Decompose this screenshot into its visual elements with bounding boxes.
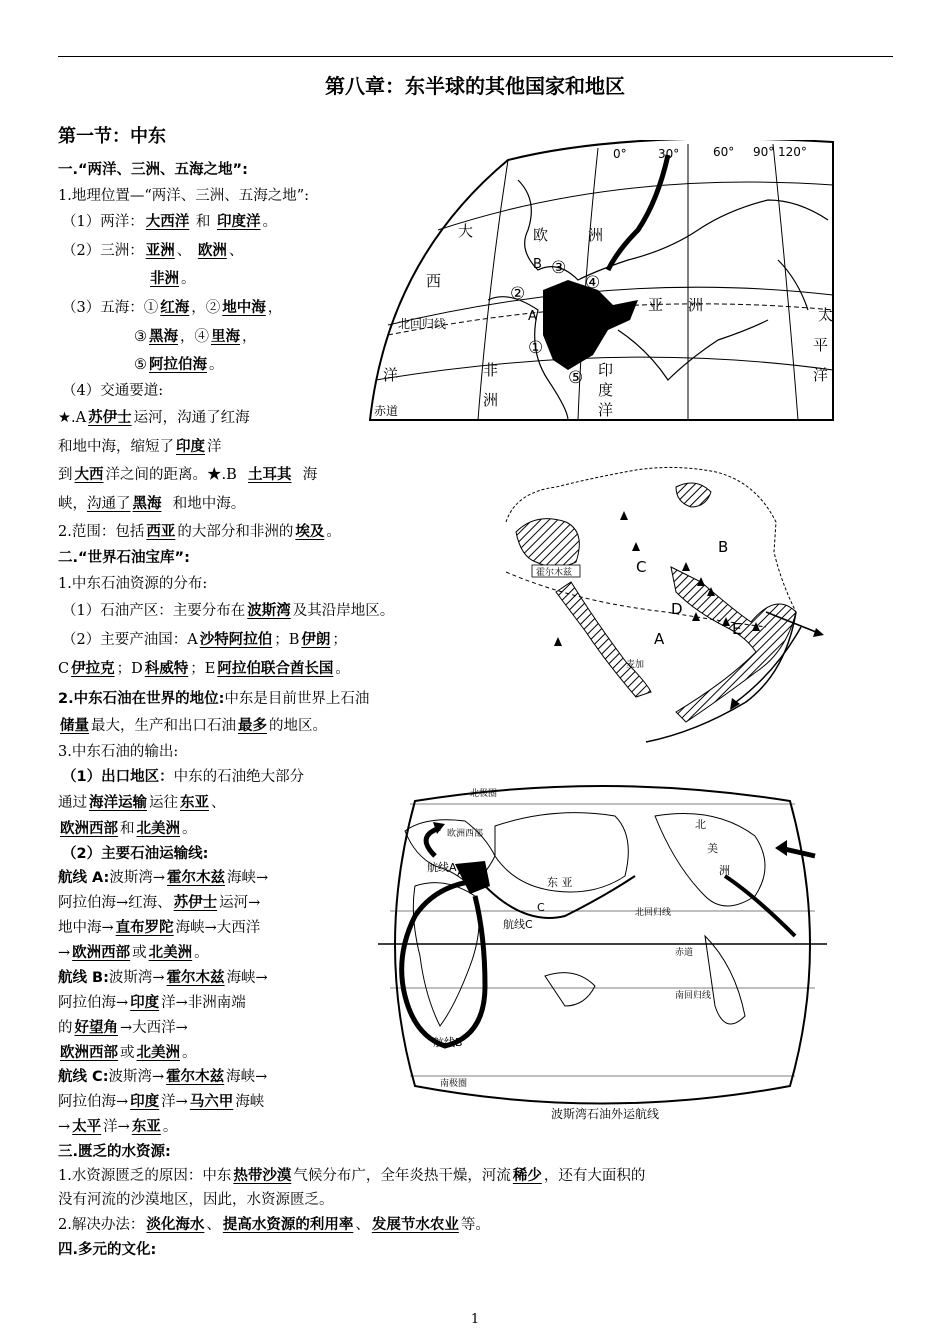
answer: 土耳其: [247, 467, 292, 483]
atlantic-label: 西: [426, 272, 442, 290]
answer: 印度: [130, 1094, 160, 1110]
para-oil-distribution: 1.中东石油资源的分布:: [58, 576, 208, 592]
answer: 北美洲: [148, 945, 193, 961]
traffic-line-3: 到 大西 洋之间的距离。★.B 土耳其 海: [58, 467, 318, 483]
line-export-3: 欧洲西部 和 北美洲 。: [60, 821, 197, 837]
heading-4: 四.多元的文化:: [58, 1242, 157, 1258]
answer: 欧洲西部: [60, 821, 118, 837]
atlantic-label: 大: [458, 222, 474, 240]
answer: 大西洋: [145, 214, 190, 230]
answer: 欧洲: [197, 243, 227, 259]
heading-2: 二.“世界石油宝库”:: [58, 550, 190, 566]
answer: 霍尔木兹: [166, 970, 225, 986]
line-seas-2: ③ 黑海 ，④ 里海 ，: [134, 329, 257, 345]
answer: 沙特阿拉伯: [199, 632, 273, 648]
longitude-label: 120°: [778, 145, 807, 159]
answer: 热带沙漠: [233, 1168, 292, 1184]
asia-label: 洲: [688, 296, 704, 314]
header-rule: [58, 56, 893, 57]
tropic-label: 北回归线: [398, 317, 447, 331]
answer: 淡化海水: [146, 1217, 205, 1233]
answer: 埃及: [295, 524, 325, 540]
tropic-n-label: 北回归线: [635, 908, 672, 918]
traffic-line-1: ★.A 苏伊士 运河，沟通了红海: [58, 410, 250, 426]
answer: 欧洲西部: [72, 945, 131, 961]
line-seas: （3）五海：① 红海 ，② 地中海 ，: [62, 300, 283, 316]
route-c-2: 阿拉伯海→ 印度 洋→ 马六甲 海峡: [58, 1094, 265, 1110]
line-oceans: （1）两洋： 大西洋 和 印度洋 。: [62, 214, 277, 230]
route-b-4: 欧洲西部 或 北美洲 。: [60, 1045, 197, 1061]
longitude-label: 90°: [753, 145, 775, 159]
line-water-1: 1.水资源匮乏的原因：中东 热带沙漠 气候分布广，全年炎热干燥，河流 稀少 ，还有大面积的: [58, 1168, 646, 1184]
route-letter: A: [457, 866, 465, 879]
answer: 波斯湾: [247, 603, 291, 619]
section-title: 第一节：中东: [58, 126, 166, 147]
north-america-label: 北: [695, 818, 706, 831]
atlantic-label: 洋: [383, 366, 399, 384]
sea-marker: ②: [510, 284, 526, 304]
longitude-label: 0°: [613, 147, 627, 161]
north-america-label: 美: [707, 842, 718, 855]
africa-label: 非: [483, 361, 499, 379]
line-status: 2.中东石油在世界的地位:中东是目前世界上石油: [58, 691, 370, 707]
answer: 印度: [130, 995, 160, 1011]
asia-label: 亚: [648, 296, 664, 314]
point-b-label: B: [533, 257, 542, 272]
answer: 发展节水农业: [371, 1217, 459, 1233]
answer: 东亚: [180, 795, 209, 811]
routes-map: [375, 776, 830, 1126]
answer: 海洋运输: [89, 795, 147, 811]
line-continents: （2）三洲： 亚洲 、 欧洲 、: [62, 243, 244, 259]
country-letter: B: [718, 538, 729, 556]
mecca-label: 麦加: [626, 660, 645, 670]
answer: 欧洲西部: [60, 1045, 118, 1061]
answer: 亚洲: [145, 243, 175, 259]
answer: 科威特: [144, 661, 189, 677]
answer: 东亚: [131, 1119, 161, 1135]
answer: 储量: [60, 718, 89, 734]
traffic-line-4: 峡，沟通了 黑海 和地中海。: [58, 496, 246, 512]
route-label: 航线C: [503, 918, 533, 931]
route-letter: C: [537, 901, 545, 914]
point-a-label: A: [528, 309, 537, 324]
indian-label: 洋: [598, 401, 614, 419]
answer: 北美洲: [136, 1045, 180, 1061]
answer: 马六甲: [189, 1094, 234, 1110]
route-label: 航线A: [427, 861, 457, 874]
answer: 伊拉克: [71, 661, 115, 677]
sea-marker: ①: [528, 338, 544, 358]
africa-label: 洲: [483, 391, 499, 409]
traffic-line-2: 和地中海，缩短了 印度 洋: [58, 439, 222, 455]
answer: 红海: [160, 300, 190, 316]
equator-label: 赤道: [374, 404, 399, 418]
longitude-label: 60°: [713, 145, 735, 159]
line-water-1b: 没有河流的沙漠地区，因此，水资源匮乏。: [58, 1192, 334, 1208]
pacific-label: 洋: [813, 366, 829, 384]
line-water-2: 2.解决办法： 淡化海水 、 提高水资源的利用率 、 发展节水农业 等。: [58, 1217, 490, 1233]
europe-label: 洲: [588, 226, 604, 244]
answer: 阿拉伯海: [149, 357, 207, 373]
europe-label: 欧洲西部: [447, 829, 484, 839]
para-location: 1.地理位置—“两洋、三洲、五海之地”:: [58, 188, 310, 204]
answer: 稀少: [512, 1168, 542, 1184]
answer: 非洲: [150, 271, 179, 287]
europe-label: 欧: [533, 226, 549, 244]
country-letter: C: [636, 558, 647, 576]
answer: 黑海: [132, 496, 162, 512]
oil-map: [496, 462, 826, 747]
answer: 好望角: [74, 1020, 118, 1036]
country-letter: E: [732, 620, 742, 638]
answer: 黑海: [149, 329, 178, 345]
answer: 霍尔木兹: [166, 1069, 225, 1085]
route-a-2: 阿拉伯海→红海、 苏伊士 运河→: [58, 895, 261, 911]
answer: 太平: [72, 1119, 102, 1135]
answer: 直布罗陀: [115, 920, 174, 936]
line-status-2: 储量 最大，生产和出口石油 最多 的地区。: [60, 718, 327, 734]
indian-label: 印: [598, 361, 614, 379]
line-oil-area: （1）石油产区：主要分布在 波斯湾 及其沿岸地区。: [62, 603, 395, 619]
pacific-label: 太: [818, 306, 834, 324]
answer: 伊朗: [301, 632, 331, 648]
line-scope: 2.范围：包括 西亚 的大部分和非洲的 埃及 。: [58, 524, 341, 540]
answer: 苏伊士: [173, 895, 218, 911]
answer: 阿拉伯联合酋长国: [217, 661, 334, 677]
answer: 霍尔木兹: [167, 870, 225, 886]
route-b-1: 航线 B:波斯湾→ 霍尔木兹 海峡→: [58, 970, 268, 986]
east-asia-label: 东 亚: [547, 876, 573, 889]
line-countries: （2）主要产油国：A 沙特阿拉伯 ；B 伊朗 ；: [62, 632, 347, 648]
country-letter: A: [654, 630, 665, 648]
heading-3: 三.匮乏的水资源:: [58, 1144, 171, 1160]
page-number: 1: [470, 1312, 480, 1327]
sea-marker: ③: [551, 258, 567, 278]
sea-marker: ④: [585, 273, 601, 293]
routes-map-caption: 波斯湾石油外运航线: [550, 1107, 660, 1121]
route-a-4: → 欧洲西部 或 北美洲 。: [58, 945, 209, 961]
line-countries-2: C 伊拉克 ；D 科威特 ；E 阿拉伯联合酋长国 。: [58, 661, 350, 677]
route-a-1: 航线 A:波斯湾→ 霍尔木兹 海峡→: [58, 870, 269, 886]
north-america-label: 洲: [719, 864, 730, 877]
equator-label: 赤道: [675, 948, 694, 958]
answer: 提高水资源的利用率: [222, 1217, 354, 1233]
answer: 大西: [74, 467, 104, 483]
routes-label: （2）主要石油运输线:: [62, 846, 209, 862]
route-b-2: 阿拉伯海→ 印度 洋→非洲南端: [58, 995, 246, 1011]
pacific-label: 平: [813, 336, 829, 354]
line-continents-2: 非洲 。: [150, 271, 196, 287]
line-export-2: 通过 海洋运输 运往 东亚 、: [58, 795, 226, 811]
answer: 印度洋: [216, 214, 261, 230]
longitude-label: 30°: [658, 147, 680, 161]
heading-1: 一.“两洋、三洲、五海之地”:: [58, 162, 248, 178]
arctic-label: 北极圈: [470, 789, 498, 799]
answer: 北美洲: [136, 821, 180, 837]
location-map: [368, 140, 835, 425]
answer: 西亚: [146, 524, 176, 540]
answer: 里海: [211, 329, 240, 345]
hormuz-label: 霍尔木兹: [536, 568, 573, 578]
line-export: （1）出口地区：中东的石油绝大部分: [62, 769, 305, 785]
sea-marker: ⑤: [568, 368, 584, 388]
chapter-title: 第八章：东半球的其他国家和地区: [325, 74, 625, 98]
route-a-3: 地中海→ 直布罗陀 海峡→大西洋: [58, 920, 261, 936]
para-export: 3.中东石油的输出:: [58, 744, 179, 760]
indian-label: 度: [598, 381, 614, 399]
answer: 最多: [238, 718, 267, 734]
answer: 苏伊士: [88, 410, 132, 426]
route-label: 航线B: [433, 1036, 463, 1049]
antarctic-label: 南极圈: [440, 1079, 468, 1089]
answer: 印度: [176, 439, 205, 455]
line-seas-3: ⑤ 阿拉伯海 。: [134, 357, 224, 373]
traffic-label: （4）交通要道:: [62, 383, 164, 399]
route-c-3: → 太平 洋→ 东亚 。: [58, 1119, 178, 1135]
route-b-3: 的 好望角 →大西洋→: [58, 1020, 188, 1036]
country-letter: D: [671, 600, 683, 618]
answer: 地中海: [222, 300, 266, 316]
tropic-s-label: 南回归线: [675, 991, 712, 1001]
route-c-1: 航线 C:波斯湾→ 霍尔木兹 海峡→: [58, 1069, 268, 1085]
